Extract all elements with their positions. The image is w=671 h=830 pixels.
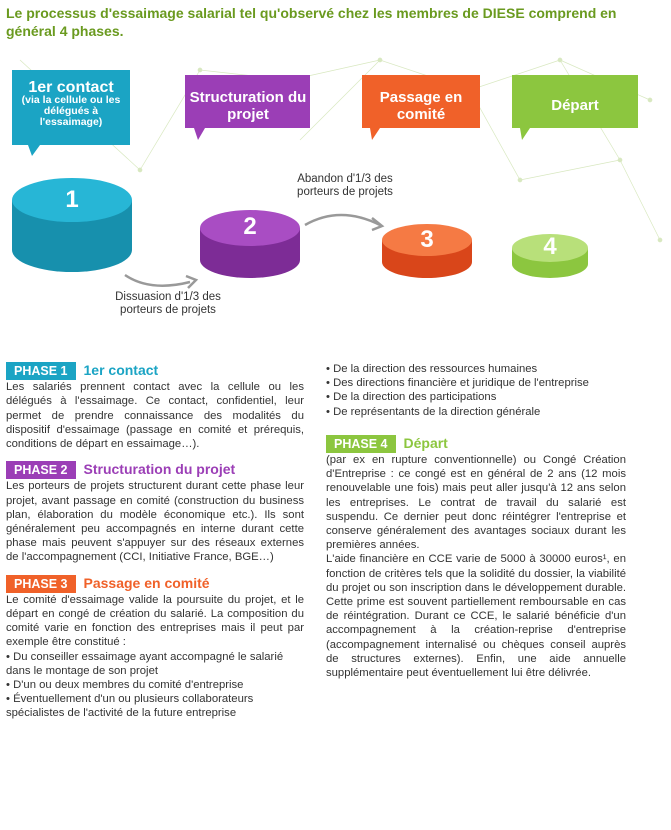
list-item: • Éventuellement d'un ou plusieurs collaborateurs spécialistes de l'activité de la future entreprise	[6, 692, 304, 720]
phase1-title: 1er contact	[83, 362, 159, 378]
list-item: • De la direction des participations	[326, 390, 626, 404]
step3-label: Passage en comité	[379, 89, 463, 123]
arrow-2-3	[305, 215, 380, 225]
phase1-section	[6, 362, 304, 451]
dissuasion-caption: Dissuasion d'1/3 des porteurs de projets	[115, 291, 221, 316]
phase4-title: Départ	[403, 434, 448, 451]
phase4-body1: (par ex en rupture conventionnelle) ou Congé Création d'Entreprise : ce congé est en général de 2 ans (12 mois renouvelable une fois) mais peut aller jusqu'à 12 ans selon les entreprises. Le contrat de travail du salarié est suspendu. Ce dernier peut donc réintégrer l'entreprise et conserve généralement des avantages sociaux durant les premières années.	[326, 454, 626, 552]
list-item: • Du conseiller essaimage ayant accompagné le salarié dans le montage de son projet	[6, 650, 304, 678]
phase3-list-continued	[326, 362, 626, 419]
list-item: • De représentants de la direction générale	[326, 405, 626, 419]
step3-number: 3	[420, 226, 434, 253]
phase2-tag: PHASE 2	[6, 461, 76, 479]
phase3-tag: PHASE 3	[6, 575, 76, 593]
phase4-body2: L'aide financière en CCE varie de 5000 à 30000 euros¹, en fonction de critères tels que la solidité du dossier, la viabilité du projet ou son inscription dans le développement durable. Cette prime est souvent partiellement remboursable en cas de réintégration. Durant ce CCE, le salarié bénéficie d'un accompagnement à la création-reprise d'entreprise (accompagnement internalisé ou chèques conseil auprès de structures externes). Enfin, une aide annuelle supplémentaire peut éventuellement lui être délivrée.	[326, 553, 626, 680]
step1-label: 1er contact (via la cellule ou les délégués à l'essaimage)	[21, 79, 121, 128]
phase2-body: Les porteurs de projets structurent durant cette phase leur projet, avant passage en comité (construction du business plan, élaboration du modèle économique etc.). Ils sont généralement peu accompagnés en interne durant cette phase mais peuvent s'appuyer sur des réseaux externes de l'accompagnement (CCI, Initiative France, BGE…)	[6, 480, 304, 564]
arrow-1-2	[125, 275, 190, 286]
step1-number: 1	[65, 186, 79, 213]
phase3-section	[6, 575, 304, 721]
step2-number: 2	[243, 213, 257, 240]
list-item: • Des directions financière et juridique de l'entreprise	[326, 376, 626, 390]
step2-label: Structuration du projet	[189, 89, 307, 123]
phase3-title: Passage en comité	[83, 574, 210, 591]
phase2-title: Structuration du projet	[83, 461, 236, 478]
phase1-body: Les salariés prennent contact avec la cellule ou les délégués à l'essaimage. Ce contact, confidentiel, leur permet de prendre connaissance des modalités du dispositif d'essaimage (passage en comité et prérequis, conditions de départ en essaimage…).	[6, 381, 304, 451]
phase3-list	[6, 650, 304, 721]
phase4-section	[326, 435, 626, 680]
phase2-section	[6, 461, 304, 564]
phase4-tag: PHASE 4	[326, 435, 396, 453]
phase3-body: Le comité d'essaimage valide la poursuite du projet, et le départ en congé de création du salarié. La composition du comité varie en fonction des entreprises mais il peut par exemple être constitué :	[6, 593, 304, 649]
list-item: • De la direction des ressources humaines	[326, 362, 626, 376]
phase1-tag: PHASE 1	[6, 362, 76, 380]
abandon-caption: Abandon d'1/3 des porteurs de projets	[297, 173, 393, 198]
page-title: Le processus d'essaimage salarial tel qu'observé chez les membres de DIESE comprend en général 4 phases.	[6, 5, 617, 39]
step4-number: 4	[543, 233, 557, 260]
step4-label: Départ	[551, 97, 599, 114]
list-item: • D'un ou deux membres du comité d'entreprise	[6, 678, 304, 692]
